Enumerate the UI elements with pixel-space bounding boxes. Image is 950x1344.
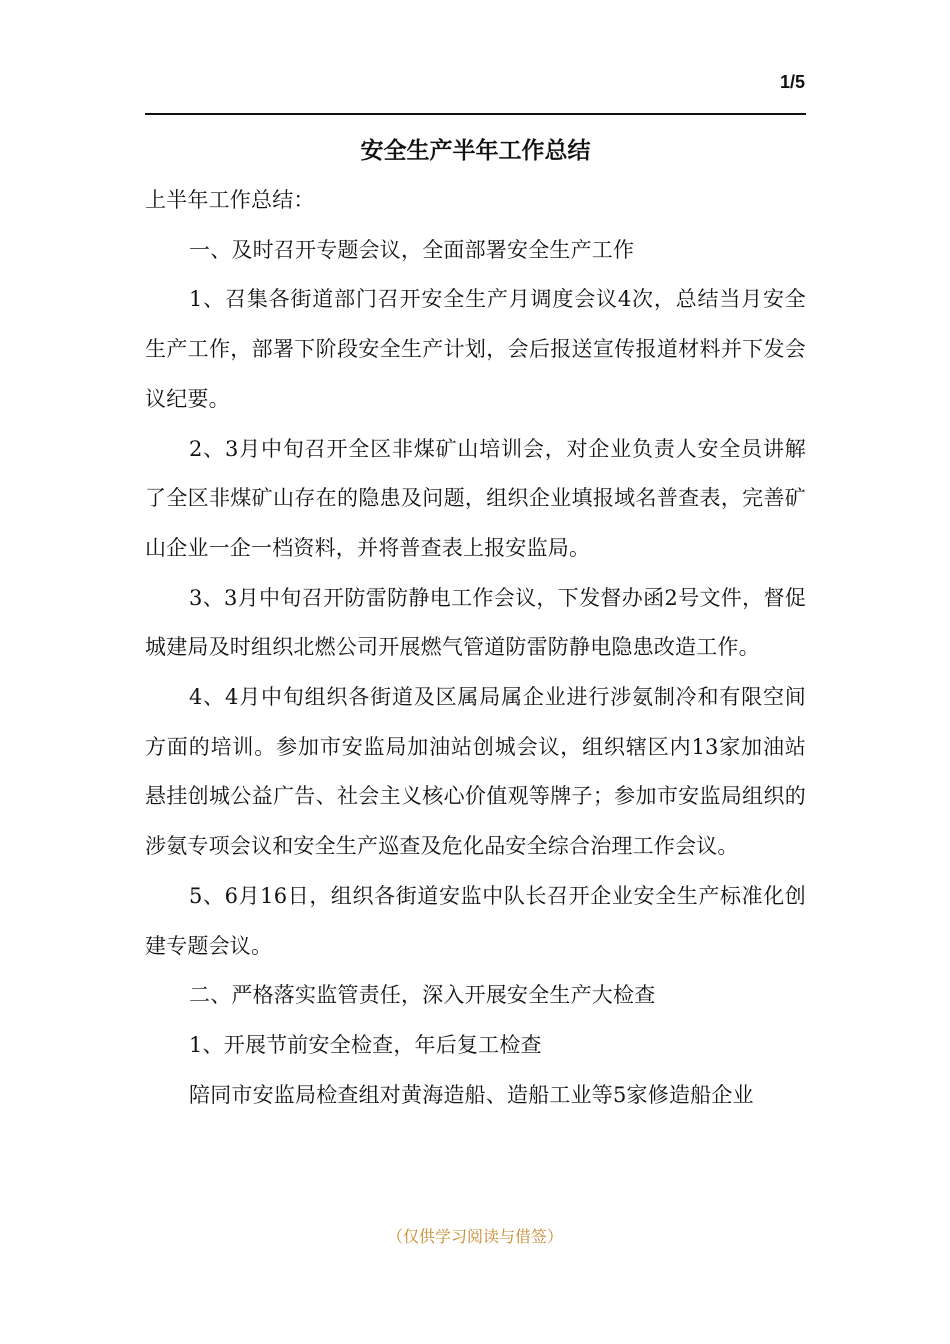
- paragraph-subsection-1-text: 陪同市安监局检查组对黄海造船、造船工业等5家修造船企业: [189, 1082, 754, 1107]
- paragraph-item-3: 3、3月中旬召开防雷防静电工作会议，下发督办函2号文件，督促城建局及时组织北燃公司开展燃气管道防雷防静电隐患改造工作。: [145, 585, 806, 660]
- paragraph-intro: 上半年工作总结：: [145, 188, 315, 212]
- paragraph-section-1-heading: 一、及时召开专题会议，全面部署安全生产工作: [189, 237, 635, 262]
- paragraph-item-1: 1、召集各街道部门召开安全生产月调度会议4次，总结当月安全生产工作，部署下阶段安全生产计划，会后报送宣传报道材料并下发会议纪要。: [145, 287, 806, 411]
- header-rule: [145, 113, 806, 115]
- paragraph-item-2: 2、3月中旬召开全区非煤矿山培训会，对企业负责人安全员讲解了全区非煤矿山存在的隐患及问题，组织企业填报域名普查表，完善矿山企业一企一档资料，并将普查表上报安监局。: [145, 436, 806, 560]
- paragraph-item-5: 5、6月16日，组织各街道安监中队长召开企业安全生产标准化创建专题会议。: [145, 883, 806, 958]
- paragraph-item-4: 4、4月中旬组织各街道及区属局属企业进行涉氨制冷和有限空间方面的培训。参加市安监局加油站创城会议，组织辖区内13家加油站悬挂创城公益广告、社会主义核心价值观等牌子；参加市安监局组织的涉氨专项会议和安全生产巡查及危化品安全综合治理工作会议。: [145, 685, 806, 859]
- document-title: 安全生产半年工作总结: [360, 138, 591, 164]
- paragraph-section-2-heading: 二、严格落实监管责任，深入开展安全生产大检查: [189, 983, 656, 1008]
- document-body: [145, 176, 806, 1120]
- page-number: 1/5: [779, 72, 805, 92]
- paragraph-subsection-1-heading: 1、开展节前安全检查，年后复工检查: [189, 1032, 542, 1057]
- footer-note: （仅供学习阅读与借签）: [386, 1227, 563, 1246]
